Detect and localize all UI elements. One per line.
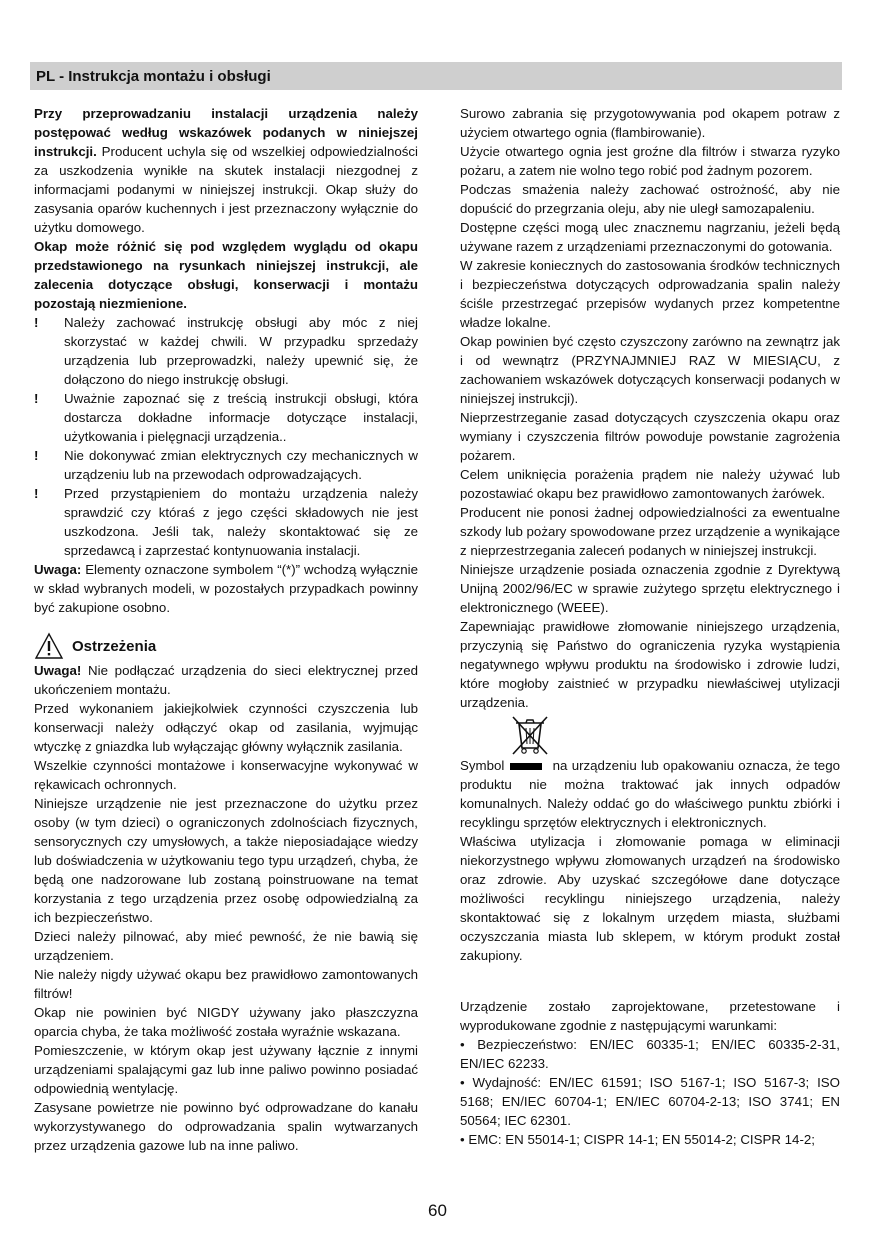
right-column <box>460 104 840 1149</box>
section-title: PL - Instrukcja montażu i obsługi <box>36 68 271 85</box>
weee-symbol-area <box>460 712 840 756</box>
warning-triangle-icon <box>34 632 64 660</box>
list-item <box>34 484 418 560</box>
paragraph: W zakresie koniecznych do zastosowania środków technicznych i bezpieczeństwa dotyczących odprowadzania spalin należy ściśle przestrzegać przepisów wydanych przez kompetentne władze lokalne. <box>460 258 840 330</box>
intro-text: Producent uchyla się od wszelkiej odpowiedzialności za uszkodzenia wynikłe na skutek instalacji niezgodnej z informacjami podanymi w niniejszej instrukcji. Okap służy do zasysania oparów kuchennych i jest przeznaczony wyłącznie do użytku domowego. <box>34 144 418 235</box>
spacer <box>460 965 840 981</box>
warnings-heading <box>34 631 418 661</box>
paragraph: Przed wykonaniem jakiejkolwiek czynności czyszczenia lub konserwacji należy odłączyć okap od zasilania, wyjmując wtyczkę z gniazdka lub wyłączając główny wyłącznik zasilania. <box>34 701 418 754</box>
symbol-paragraph <box>460 756 840 832</box>
section-title-bar <box>30 62 842 90</box>
paragraph: Surowo zabrania się przygotowywania pod okapem potraw z użyciem otwartego ognia (flambirowanie). <box>460 106 840 140</box>
paragraph: Nie należy nigdy używać okapu bez prawidłowo zamontowanych filtrów! <box>34 967 418 1001</box>
warning-paragraph <box>34 661 418 699</box>
standard-item: • EMC: EN 55014-1; CISPR 14-1; EN 55014-2; CISPR 14-2; <box>460 1132 815 1147</box>
note-text: Elementy oznaczone symbolem “(*)” wchodzą wyłącznie w skład wybranych modeli, w pozostałych przypadkach powinny być zakupione osobno. <box>34 562 418 615</box>
paragraph: Nieprzestrzeganie zasad dotyczących czyszczenia okapu oraz wymiany i czyszczenia filtrów powoduje powstanie zagrożenia pożarem. <box>460 410 840 463</box>
exclamation-mark: ! <box>34 448 39 463</box>
left-column <box>34 104 418 1155</box>
symbol-text: na urządzeniu lub opakowaniu oznacza, że tego produktu nie można traktować jak innych odpadów komunalnych. Należy oddać go do właściwego punktu zbiórki i recyklingu sprzętów elektrycznych i elektronicznych. <box>460 758 840 830</box>
exclamation-mark: ! <box>34 391 39 406</box>
note-paragraph <box>34 560 418 617</box>
spacer <box>460 981 840 997</box>
paragraph: Dzieci należy pilnować, aby mieć pewność, że nie bawią się urządzeniem. <box>34 929 418 963</box>
paragraph: Zapewniając prawidłowe złomowanie niniejszego urządzenia, przyczynią się Państwo do ograniczenia ryzyka wystąpienia negatywnego wpływu produktu na środowisko i zdrowie ludzi, które mogłoby zaistnieć w przypadku niewłaściwej utylizacji urządzenia. <box>460 619 840 710</box>
list-item-text: Uważnie zapoznać się z treścią instrukcji obsługi, która dostarcza dokładne informacje dotyczące instalacji, użytkowania i pielęgnacji urządzenia.. <box>64 391 418 444</box>
symbol-word: Symbol <box>460 758 505 773</box>
disposal-paragraph: Właściwa utylizacja i złomowanie pomaga w eliminacji niekorzystnego wpływu złomowanych urządzeń na środowisko oraz zdrowie. Aby uzyskać szczegółowe dane dotyczące możliwości recyklingu niniejszego urządzenia, należy skontaktować się z lokalnym urzędem miasta, służbami oczyszczania miasta lub sklepem, w którym produkt został zakupiony. <box>460 834 840 963</box>
list-item <box>34 313 418 389</box>
appearance-note: Okap może różnić się pod względem wyglądu od okapu przedstawionego na rysunkach niniejszej instrukcji, ale zalecenia dotyczące obsługi, konserwacji i montażu pozostają niezmienione. <box>34 239 418 311</box>
warning-text: Nie podłączać urządzenia do sieci elektrycznej przed ukończeniem montażu. <box>34 663 418 697</box>
standard-item: • Bezpieczeństwo: EN/IEC 60335-1; EN/IEC 60335-2-31, EN/IEC 62233. <box>460 1037 840 1071</box>
paragraph: Niniejsze urządzenie nie jest przeznaczone do użytku przez osoby (w tym dzieci) o ograniczonych zdolnościach fizycznych, sensorycznych czy umysłowych, a także nieposiadające wiedzy lub doświadczenia w użytkowaniu tego typu urządzeń, chyba, że będą one nadzorowane lub zostaną poinstruowane na temat korzystania z tego urządzenia przez osobę odpowiedzialną za ich bezpieczeństwo. <box>34 796 418 925</box>
list-item-text: Nie dokonywać zmian elektrycznych czy mechanicznych w urządzeniu lub na przewodach odprowadzających. <box>64 448 418 482</box>
intro-bold: Przy przeprowadzaniu instalacji urządzenia należy postępować według wskazówek podanych w niniejszej instrukcji. <box>34 106 418 159</box>
exclamation-mark: ! <box>34 486 39 501</box>
warnings-title: Ostrzeżenia <box>72 637 157 655</box>
paragraph: Użycie otwartego ognia jest groźne dla filtrów i stwarza ryzyko pożaru, a zatem nie wolno tego robić pod żadnym pozorem. <box>460 144 840 178</box>
paragraph: Podczas smażenia należy zachować ostrożność, aby nie dopuścić do przegrzania oleju, aby nie uległ samozapaleniu. <box>460 182 840 216</box>
paragraph: Wszelkie czynności montażowe i konserwacyjne wykonywać w rękawicach ochronnych. <box>34 758 418 792</box>
paragraph: Pomieszczenie, w którym okap jest używany łącznie z innymi urządzeniami spalającymi gaz lub inne paliwo powinno posiadać odpowiednią wentylację. <box>34 1043 418 1096</box>
list-item-text: Przed przystąpieniem do montażu urządzenia należy sprawdzić czy któraś z jego części składowych nie jest uszkodzona. Jeśli tak, należy skontaktować się ze sprzedawcą i zaprzestać kontynuowania instalacji. <box>64 486 418 558</box>
intro-paragraph <box>34 104 418 237</box>
warning-label: Uwaga! <box>34 663 82 678</box>
paragraph: Niniejsze urządzenie posiada oznaczenia zgodnie z Dyrektywą Unijną 2002/96/EC w sprawie zużytego sprzętu elektrycznego i elektronicznego (WEEE). <box>460 562 840 615</box>
paragraph: Dostępne części mogą ulec znacznemu nagrzaniu, jeżeli będą używane razem z urządzeniami przeznaczonymi do gotowania. <box>460 220 840 254</box>
exclamation-mark: ! <box>34 315 39 330</box>
paragraph: Zasysane powietrze nie powinno być odprowadzane do kanału wykorzystywanego do odprowadzania spalin wytwarzanych przez urządzenia gazowe lub na inne paliwo. <box>34 1100 418 1153</box>
black-bar-symbol <box>510 763 542 770</box>
paragraph: Producent nie ponosi żadnej odpowiedzialności za ewentualne szkody lub pożary spowodowane przez urządzenie a wynikające z nieprzestrzegania zaleceń podanych w niniejszej instrukcji. <box>460 505 840 558</box>
design-paragraph: Urządzenie zostało zaprojektowane, przetestowane i wyprodukowane zgodnie z następującymi warunkami: <box>460 999 840 1033</box>
note-label: Uwaga: <box>34 562 82 577</box>
paragraph: Celem uniknięcia porażenia prądem nie należy używać lub pozostawiać okapu bez prawidłowo zamontowanych żarówek. <box>460 467 840 501</box>
standard-item: • Wydajność: EN/IEC 61591; ISO 5167-1; ISO 5167-3; ISO 5168; EN/IEC 60704-1; EN/IEC 60704-2-13; ISO 3741; EN 50564; IEC 62301. <box>460 1075 840 1128</box>
crossed-bin-icon <box>510 714 550 756</box>
list-item <box>34 389 418 446</box>
paragraph: Okap powinien być często czyszczony zarówno na zewnątrz jak i od wewnątrz (PRZYNAJMNIEJ RAZ W MIESIĄCU, z zachowaniem wskazówek dotyczących konserwacji podanych w niniejszej instrukcji). <box>460 334 840 406</box>
list-item-text: Należy zachować instrukcję obsługi aby móc z niej skorzystać w każdej chwili. W przypadku sprzedaży urządzenia lub przeprowadzki, należy upewnić się, że dołączono do niego instrukcję obsługi. <box>64 315 418 387</box>
paragraph: Okap nie powinien być NIGDY używany jako płaszczyzna oparcia chyba, że taka możliwość została wyraźnie wskazana. <box>34 1005 418 1039</box>
page-number: 60 <box>428 1201 447 1220</box>
list-item <box>34 446 418 484</box>
